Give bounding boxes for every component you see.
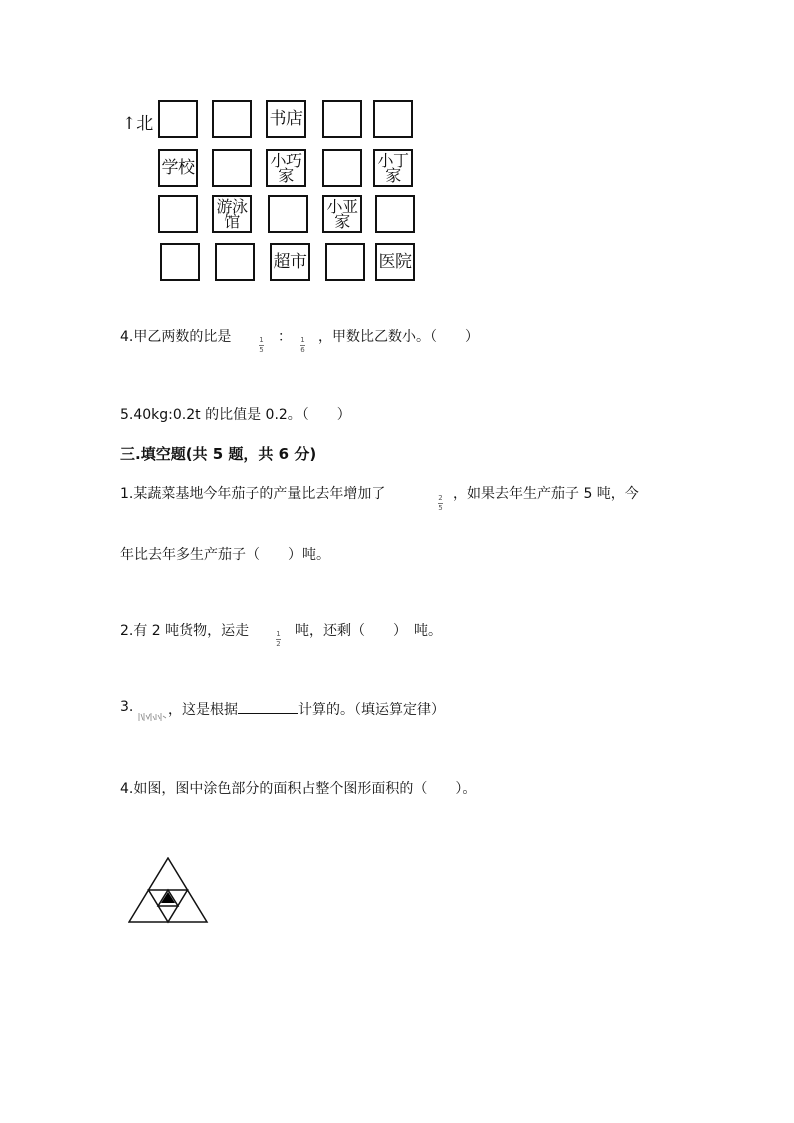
- section-title-fill-in: 三.填空题(共 5 题，共 6 分): [120, 445, 317, 463]
- ratio-colon: ：: [278, 329, 292, 345]
- map-cell: [325, 243, 365, 281]
- fraction-numerator: 1: [300, 336, 305, 344]
- north-arrow-icon: ↑: [122, 114, 137, 134]
- map-cell-swimming-pool: 游泳 馆: [212, 195, 252, 233]
- fraction-one-fifth: [259, 337, 264, 354]
- map-cell-hospital: 医院: [375, 243, 415, 281]
- question-text: 计算的。（填运算定律）: [298, 702, 445, 718]
- question-text-suffix: ，甲数比乙数小。（ ）: [318, 329, 479, 345]
- map-cell: [158, 100, 198, 138]
- map-cell: [158, 195, 198, 233]
- fill-question-1-suffix: ，如果去年生产茄子 5 吨，今: [453, 486, 639, 502]
- map-cell-xiaoqiao-home: 小巧 家: [266, 149, 306, 187]
- map-cell-xiaoya-home: 小亚 家: [322, 195, 362, 233]
- fraction-denominator: 6: [300, 346, 305, 354]
- map-cell: [160, 243, 200, 281]
- fraction-numerator: 1: [259, 336, 264, 344]
- map-cell: [268, 195, 308, 233]
- map-cell: [212, 100, 252, 138]
- map-cell: [212, 149, 252, 187]
- judge-question-5: 5.40kg:0.2t 的比值是 0.2。（ ）: [120, 407, 351, 423]
- fraction-denominator: 5: [259, 346, 264, 354]
- fill-question-1: 1.某蔬菜基地今年茄子的产量比去年增加了: [120, 486, 386, 502]
- fill-question-3-text: [168, 699, 445, 719]
- map-cell-bookstore: 书店: [266, 100, 306, 138]
- fill-question-4: 4.如图，图中涂色部分的面积占整个图形面积的（ ）。: [120, 781, 477, 797]
- fraction-two-fifths: [438, 495, 443, 512]
- fraction-denominator: 5: [438, 504, 443, 512]
- map-cell: [373, 100, 413, 138]
- fill-question-2-suffix: 吨，还剩（ ） 吨。: [295, 623, 442, 639]
- fraction-denominator: 2: [276, 640, 281, 648]
- map-cell: [322, 100, 362, 138]
- question-text: ，这是根据: [168, 702, 238, 718]
- fraction-numerator: 1: [276, 630, 281, 638]
- garbled-formula-image: [138, 711, 168, 723]
- map-cell: [215, 243, 255, 281]
- north-label: 北: [136, 114, 154, 134]
- fill-question-1-line2: 年比去年多生产茄子（ ）吨。: [120, 547, 330, 563]
- fraction-one-half: [276, 631, 281, 648]
- map-cell: [375, 195, 415, 233]
- answer-blank[interactable]: [238, 701, 298, 714]
- fill-question-2: 2.有 2 吨货物，运走: [120, 623, 250, 639]
- map-cell-school: 学校: [158, 149, 198, 187]
- map-cell-supermarket: 超市: [270, 243, 310, 281]
- question-text: 4.甲乙两数的比是: [120, 329, 232, 345]
- map-cell-xiaoding-home: 小丁 家: [373, 149, 413, 187]
- fraction-one-sixth: [300, 337, 305, 354]
- judge-question-4: [120, 326, 231, 346]
- triangle-figure: [128, 857, 210, 925]
- fill-question-3: 3.: [120, 699, 134, 715]
- fraction-numerator: 2: [438, 494, 443, 502]
- north-indicator: [122, 109, 153, 134]
- map-cell: [322, 149, 362, 187]
